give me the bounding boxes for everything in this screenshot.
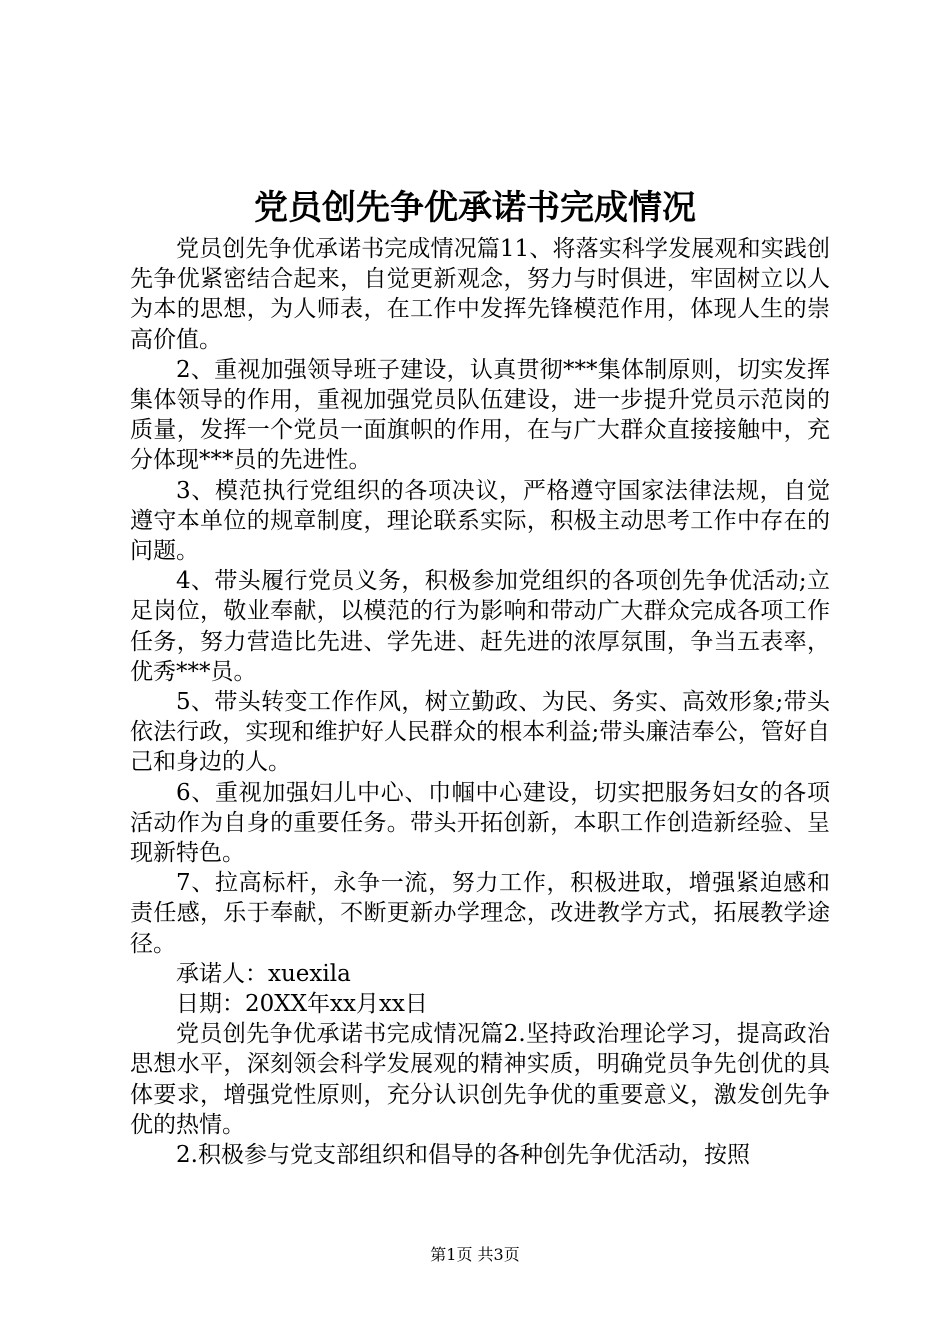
paragraph-9: 2.积极参与党支部组织和倡导的各种创先争优活动，按照 — [176, 1142, 750, 1169]
page-number-footer: 第1页 共3页 — [430, 1245, 520, 1264]
document-body — [130, 234, 830, 1170]
signer-line: 承诺人：xuexila — [176, 960, 351, 987]
document-title: 党员创先争优承诺书完成情况 — [254, 188, 696, 228]
paragraph-4: 4、带头履行党员义务，积极参加党组织的各项创先争优活动;立足岗位，敬业奉献，以模范的行为影响和带动广大群众完成各项工作任务，努力营造比先进、学先进、赶先进的浓厚氛围，争当五表率，优秀***员。 — [130, 568, 830, 685]
paragraph-1: 党员创先争优承诺书完成情况篇11、将落实科学发展观和实践创先争优紧密结合起来，自觉更新观念，努力与时俱进，牢固树立以人为本的思想，为人师表，在工作中发挥先锋模范作用，体现人生的崇高价值。 — [130, 236, 830, 353]
paragraph-2: 2、重视加强领导班子建设，认真贯彻***集体制原则，切实发挥集体领导的作用，重视加强党员队伍建设，进一步提升党员示范岗的质量，发挥一个党员一面旗帜的作用，在与广大群众直接接触中，充分体现***员的先进性。 — [130, 356, 830, 474]
paragraph-6: 6、重视加强妇儿中心、巾帼中心建设，切实把服务妇女的各项活动作为自身的重要任务。带头开拓创新，本职工作创造新经验、呈现新特色。 — [130, 779, 830, 867]
paragraph-8: 党员创先争优承诺书完成情况篇2.坚持政治理论学习，提高政治思想水平，深刻领会科学发展观的精神实质，明确党员争先创优的具体要求，增强党性原则，充分认识创先争优的重要意义，激发创先争优的热情。 — [130, 1021, 830, 1138]
paragraph-7: 7、拉高标杆，永争一流，努力工作，积极进取，增强紧迫感和责任感，乐于奉献，不断更新办学理念，改进教学方式，拓展教学途径。 — [130, 870, 830, 957]
paragraph-3: 3、模范执行党组织的各项决议，严格遵守国家法律法规，自觉遵守本单位的规章制度，理论联系实际，积极主动思考工作中存在的问题。 — [130, 477, 830, 565]
paragraph-5: 5、带头转变工作作风，树立勤政、为民、务实、高效形象;带头依法行政，实现和维护好人民群众的根本利益;带头廉洁奉公，管好自己和身边的人。 — [130, 689, 830, 776]
date-line: 日期：20XX年xx月xx日 — [176, 991, 428, 1018]
